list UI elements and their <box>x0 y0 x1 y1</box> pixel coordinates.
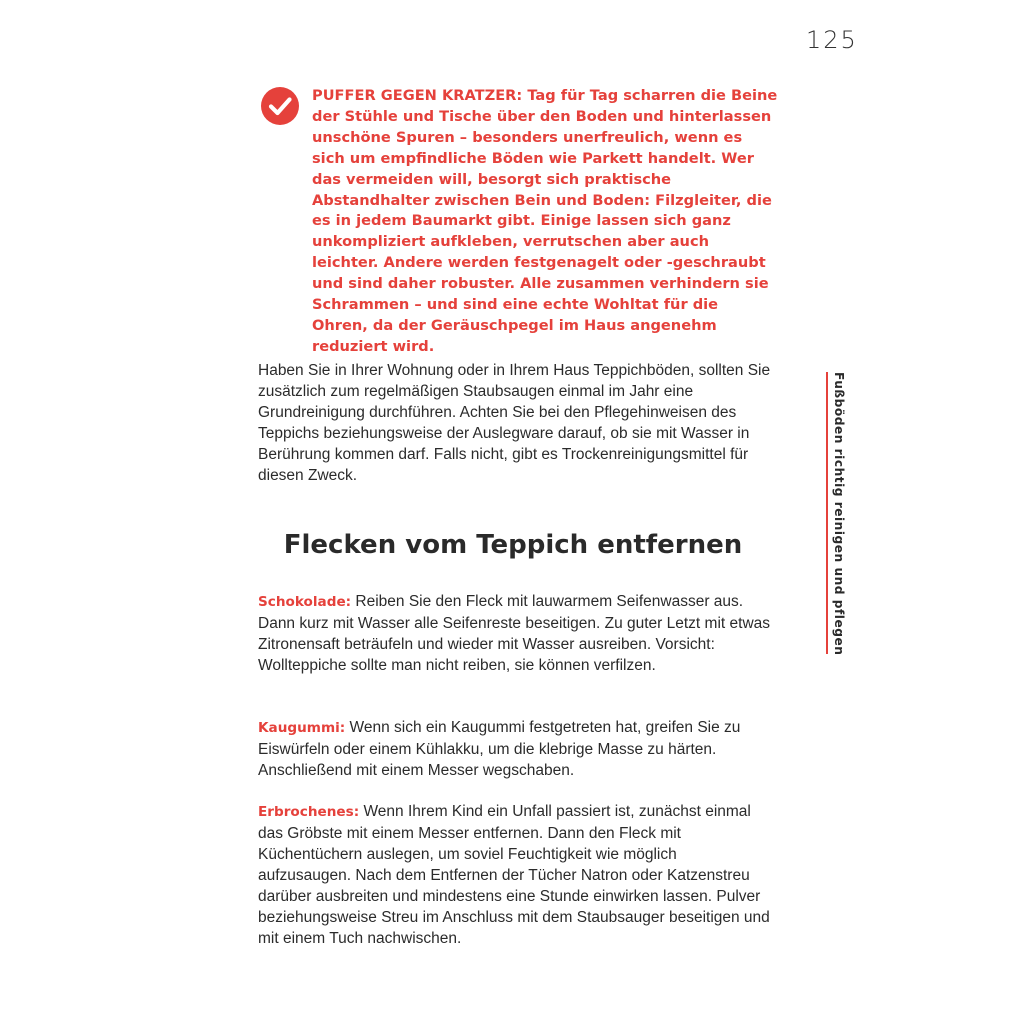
tip-text: PUFFER GEGEN KRATZER: Tag für Tag scharren die Beine der Stühle und Tische über den Boden und hinterlassen unschöne Spuren – besonders unerfreulich, wenn es sich um empfindliche Böden wie Parkett handelt. Wer das vermeiden will, besorgt sich praktische Abstandhalter zwischen Bein und Boden: Filzgleiter, die es in jedem Baumarkt gibt. Einige lassen sich ganz unkompliziert aufkleben, verrutschen aber auch leichter. Andere werden festgenagelt oder -geschraubt und sind daher robuster. Alle zusammen verhindern sie Schrammen – und sind eine echte Wohltat für die Ohren, da der Geräuschpegel im Haus angenehm reduziert wird. <box>312 87 778 355</box>
chapter-side-tab-label: Fußböden richtig reinigen und pflegen <box>832 372 846 656</box>
stain-label: Kaugummi: <box>258 720 346 736</box>
page-number: 125 <box>806 26 858 54</box>
section-heading: Flecken vom Teppich entfernen <box>283 530 743 560</box>
stain-text: Reiben Sie den Fleck mit lauwarmem Seifenwasser aus. Dann kurz mit Wasser alle Seifenreste beseitigen. Zu guter Letzt mit etwas Zitronensaft beträufeln und wieder mit Wasser ausreiben. Vorsicht: Wollteppiche sollte man nicht reiben, sie können verfilzen. <box>258 593 771 674</box>
stain-paragraph-vomit <box>258 801 772 949</box>
check-circle-icon <box>260 86 300 126</box>
stain-text: Wenn Ihrem Kind ein Unfall passiert ist, zunächst einmal das Gröbste mit einem Messer entfernen. Dann den Fleck mit Küchentüchern auslegen, um soviel Feuchtigkeit wie möglich aufzusaugen. Nach dem Entfernen der Tücher Natron oder Katzenstreu darüber ausbreiten und mindestens eine Stunde einwirken lassen. Pulver beziehungsweise Streu im Anschluss mit dem Staubsauger beseitigen und mit einem Tuch nachwischen. <box>258 803 770 947</box>
stain-paragraph-chocolate <box>258 591 772 676</box>
stain-label: Erbrochenes: <box>258 804 360 820</box>
stain-label: Schokolade: <box>258 594 352 610</box>
stain-paragraph-gum <box>258 717 772 781</box>
stain-text: Wenn sich ein Kaugummi festgetreten hat, greifen Sie zu Eiswürfeln oder einem Kühlakku, um die klebrige Masse zu härten. Anschließend mit einem Messer wegschaben. <box>258 719 741 779</box>
intro-paragraph: Haben Sie in Ihrer Wohnung oder in Ihrem Haus Teppichböden, sollten Sie zusätzlich zum regelmäßigen Staubsaugen einmal im Jahr eine Grundreinigung durchführen. Achten Sie bei den Pflegehinweisen des Teppichs beziehungsweise der Auslegware darauf, ob sie mit Wasser in Berührung kommen darf. Falls nicht, gibt es Trockenreinigungsmittel für diesen Zweck. <box>258 362 771 484</box>
chapter-side-tab <box>826 372 852 654</box>
